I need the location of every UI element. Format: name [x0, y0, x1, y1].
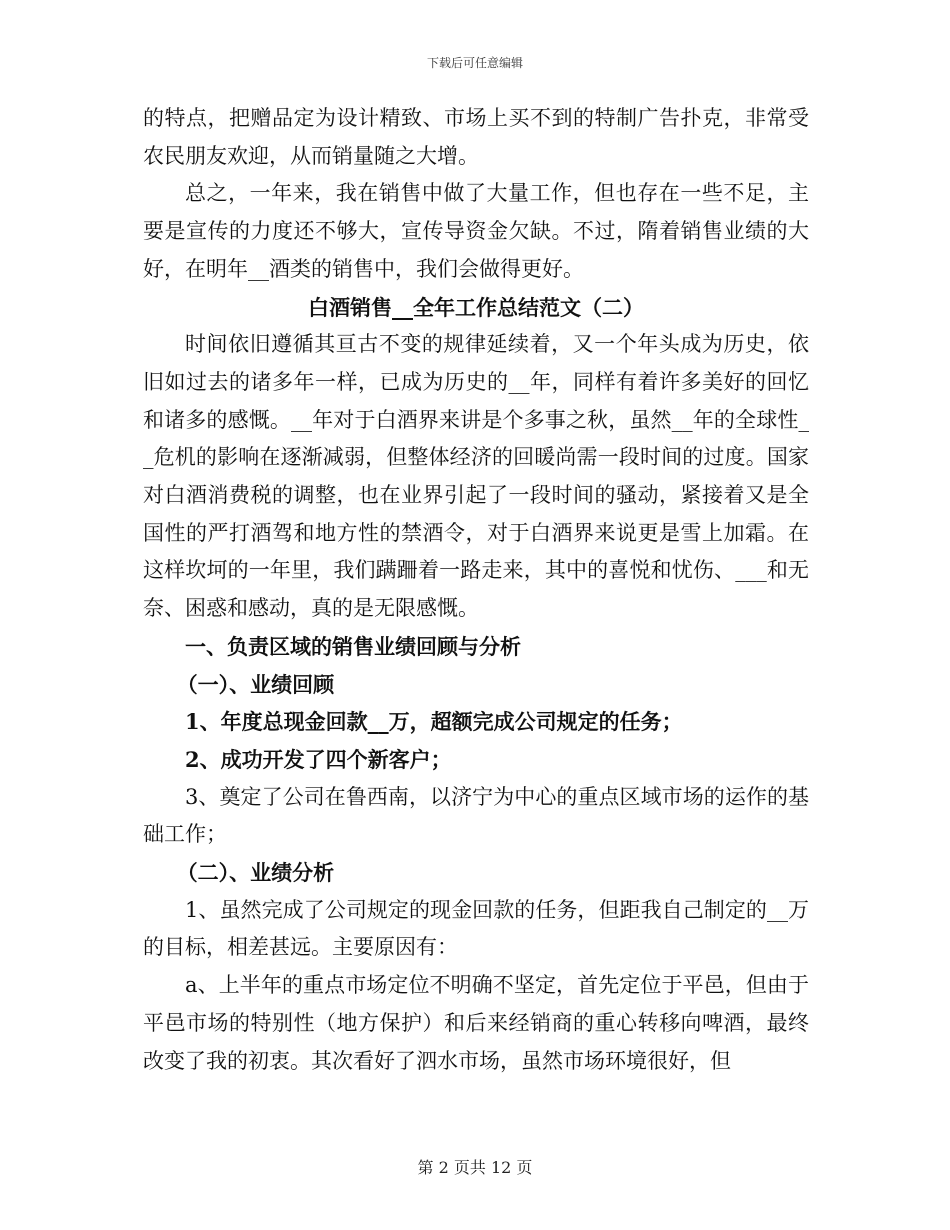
page-header: 下载后可任意编辑 — [426, 56, 523, 70]
document-body — [143, 100, 809, 1080]
list-item-1: 1、年度总现金回款__万，超额完成公司规定的任务； — [185, 709, 683, 735]
paragraph-reason-a: a、上半年的重点市场定位不明确不坚定，首先定位于平邑，但由于平邑市场的特别性（地方保护）和后来经销商的重心转移向啤酒，最终改变了我的初衷。其次看好了泗水市场，虽然市场环境很好，但 — [143, 973, 809, 1073]
paragraph-summary: 总之，一年来，我在销售中做了大量工作，但也存在一些不足，主要是宣传的力度还不够大，宣传导资金欠缺。不过，隋着销售业绩的大好，在明年__酒类的销售中，我们会做得更好。 — [143, 181, 809, 281]
paragraph-analysis: 1、虽然完成了公司规定的现金回款的任务，但距我自己制定的__万的目标，相差甚远。主要原因有： — [143, 897, 809, 960]
paragraph-continued: 的特点，把赠品定为设计精致、市场上买不到的特制广告扑克，非常受农民朋友欢迎，从而销量随之大增。 — [143, 106, 809, 168]
section-title: 白酒销售__全年工作总结范文（二） — [308, 294, 644, 320]
heading-level1: 一、负责区域的销售业绩回顾与分析 — [185, 633, 521, 659]
heading-performance-analysis: （二）、业绩分析 — [176, 860, 335, 886]
paragraph-intro: 时间依旧遵循其亘古不变的规律延续着，又一个年头成为历史，依旧如过去的诸多年一样，已成为历史的__年，同样有着许多美好的回忆和诸多的感慨。__年对于白酒界来讲是个多事之秋，虽然__年的全球性__危机的影响在逐渐减弱，但整体经济的回暖尚需一段时间的过度。国家对白酒消费税的调整，也在业界引起了一段时间的骚动，紧接着又是全国性的严打酒驾和地方性的禁酒令，对于白酒界来说更是雪上加霜。在这样坎坷的一年里，我们蹒跚着一路走来，其中的喜悦和忧伤、___和无奈、困惑和感动，真的是无限感慨。 — [143, 332, 809, 621]
list-item-2: 2、成功开发了四个新客户； — [185, 746, 452, 772]
heading-performance-review: （一）、业绩回顾 — [176, 671, 335, 697]
page-footer: 第 2 页共 12 页 — [417, 1158, 533, 1177]
list-item-3: 3、奠定了公司在鲁西南，以济宁为中心的重点区域市场的运作的基础工作； — [143, 784, 809, 847]
